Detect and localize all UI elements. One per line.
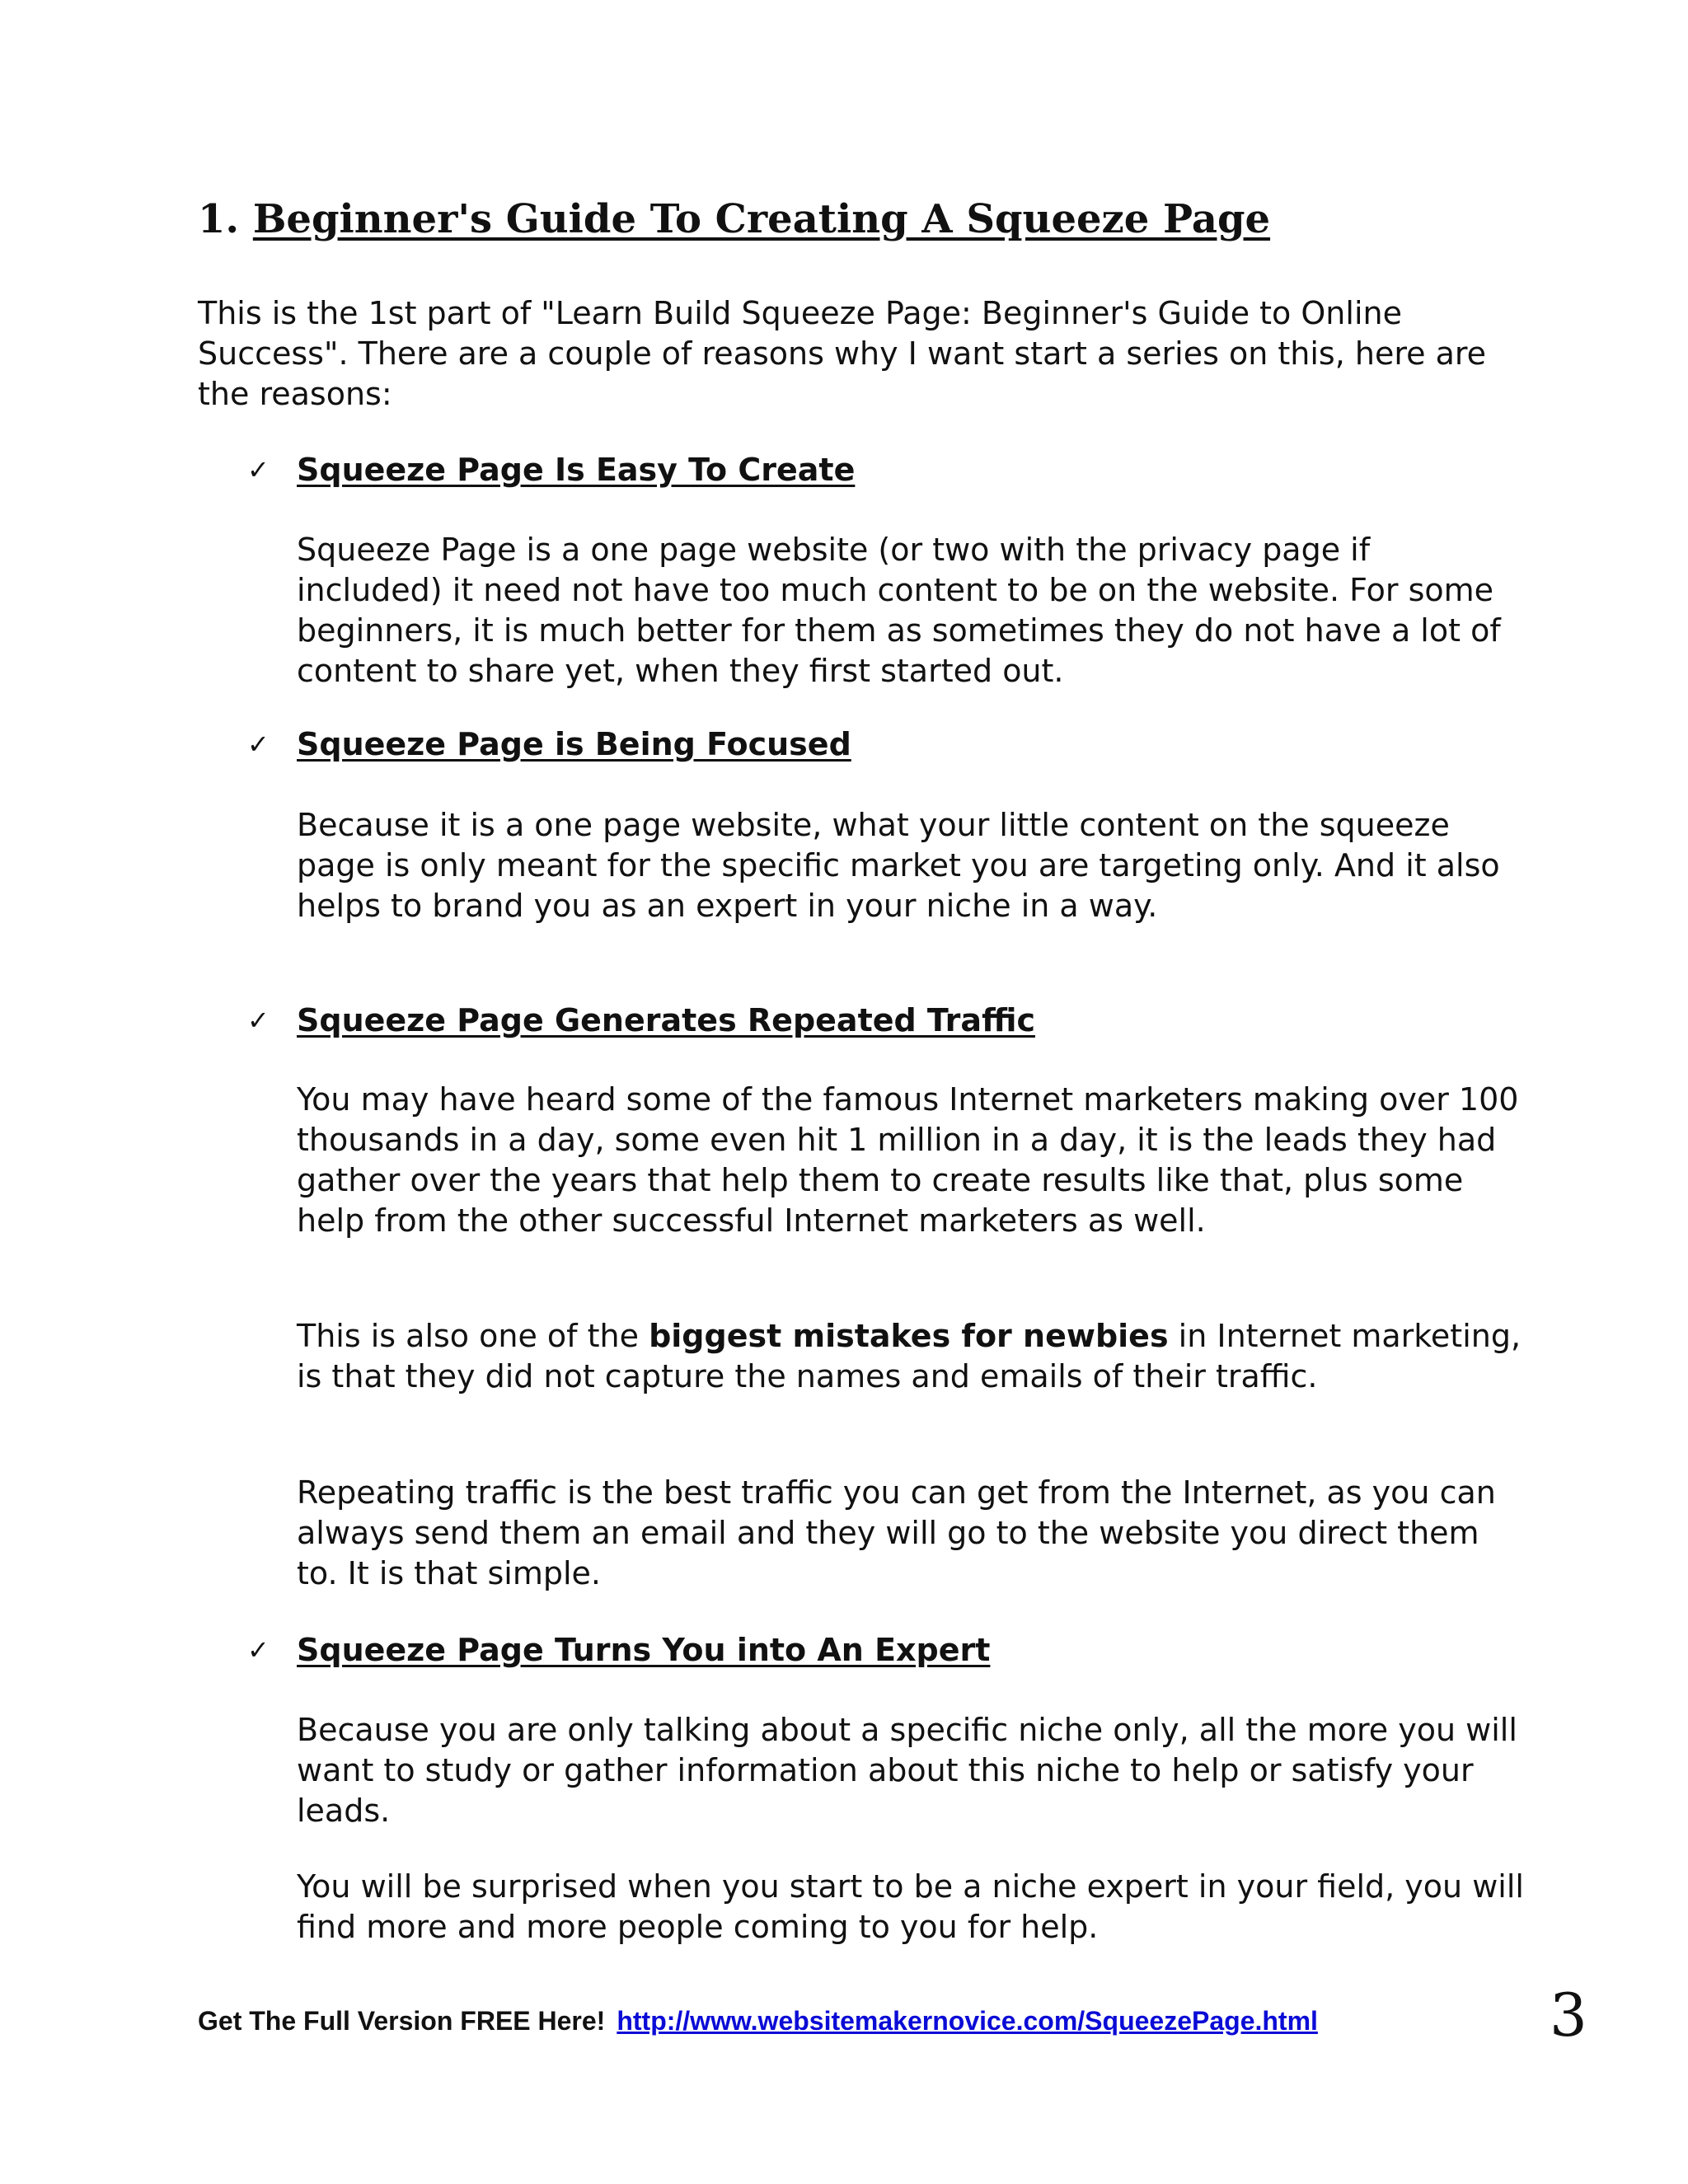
checkmark-icon: ✓: [247, 729, 270, 760]
mistakes-emphasis: biggest mistakes for newbies: [649, 1318, 1169, 1354]
item-paragraph: Squeeze Page is a one page website (or two with the privacy page if included) it need not have too much content to be on the website. For some beginners, it is much better for them as sometimes they do not have a lot of content to share yet, when they first started out.: [297, 532, 1501, 689]
mistakes-text-before: This is also one of the: [297, 1318, 649, 1354]
item-heading-label: Squeeze Page Is Easy To Create: [297, 452, 856, 488]
item-paragraph: Repeating traffic is the best traffic you can get from the Internet, as you can always send them an email and they will go to the website you direct them to. It is that simple.: [297, 1474, 1496, 1591]
checkmark-icon: ✓: [247, 1005, 270, 1036]
mistakes-text-after: in Internet marketing, is that they did not capture the names and emails of their traffic.: [297, 1318, 1522, 1394]
item-heading-label: Squeeze Page Generates Repeated Traffic: [297, 1002, 1035, 1038]
page-title: [198, 194, 1270, 244]
checkmark-icon: ✓: [247, 454, 270, 485]
intro-paragraph: This is the 1st part of "Learn Build Squeeze Page: Beginner's Guide to Online Success". There are a couple of reasons why I want start a series on this, here are the reasons:: [198, 295, 1487, 412]
item-paragraph: You will be surprised when you start to be a niche expert in your field, you will find more and more people coming to you for help.: [297, 1868, 1524, 1945]
item-paragraph: Because you are only talking about a specific niche only, all the more you will want to study or gather information about this niche to help or satisfy your leads.: [297, 1712, 1517, 1829]
item-heading-label: Squeeze Page Turns You into An Expert: [297, 1632, 991, 1668]
footer: [198, 2003, 1318, 2039]
item-paragraph: You may have heard some of the famous Internet marketers making over 100 thousands in a day, some even hit 1 million in a day, it is the leads they had gather over the years that help them to create results like that, plus some help from the other successful Internet marketers as well.: [297, 1081, 1519, 1239]
footer-text: Get The Full Version FREE Here!: [198, 2006, 606, 2036]
footer-link[interactable]: http://www.websitemakernovice.com/SqueezePage.html: [617, 2006, 1318, 2036]
item-heading-label: Squeeze Page is Being Focused: [297, 726, 851, 762]
checkmark-icon: ✓: [247, 1634, 270, 1666]
section-title: Beginner's Guide To Creating A Squeeze Page: [252, 196, 1271, 242]
item-paragraph-mistakes: [297, 1316, 1525, 1397]
section-number: 1.: [198, 196, 240, 242]
page-number: 3: [1550, 1980, 1587, 2050]
item-paragraph: Because it is a one page website, what your little content on the squeeze page is only meant for the specific market you are targeting only. And it also helps to brand you as an expert in your niche in a way.: [297, 807, 1500, 924]
